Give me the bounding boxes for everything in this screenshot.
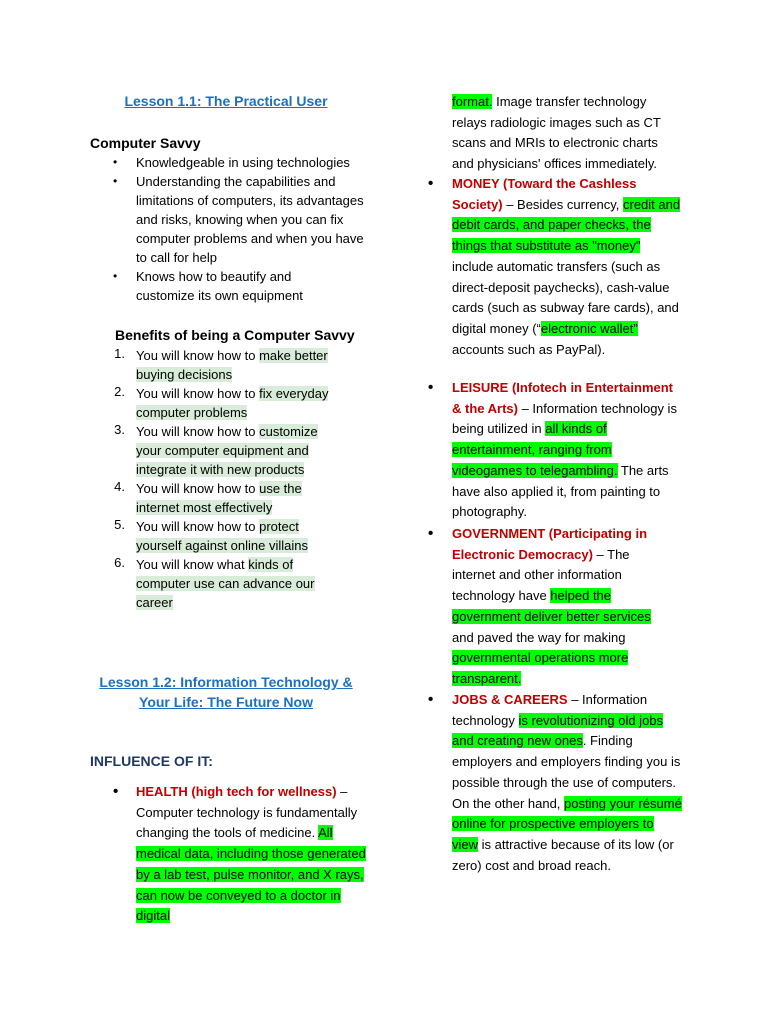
leisure-title: LEISURE (Infotech in Entertainment & the Arts) (452, 380, 674, 416)
benefit-item (136, 479, 336, 517)
money-text: include automatic transfers (such as direct-deposit paychecks), cash-value cards (such as subway fare cards), and digital money (“ (452, 258, 679, 336)
benefit-lead: You will know what (136, 557, 249, 572)
list-number: 1. (114, 346, 125, 361)
benefit-lead: You will know how to (136, 481, 260, 496)
money-highlight: credit and debit cards, and paper checks, the things that substitute as "money" (452, 196, 681, 254)
bullet-icon: • (113, 269, 118, 283)
jobs-text: . Finding employers and employers finding you is possible through the use of computers. On the other hand, (452, 733, 681, 811)
benefit-item (136, 346, 356, 384)
government-title: GOVERNMENT (Participating in Electronic Democracy) (452, 526, 648, 562)
benefits-heading: Benefits of being a Computer Savvy (115, 327, 355, 343)
health-item (136, 782, 368, 927)
health-title: HEALTH (high tech for wellness) (136, 784, 337, 799)
jobs-item (452, 690, 682, 876)
jobs-text: – Information technology (452, 692, 648, 728)
money-text: – Besides currency, (502, 196, 623, 212)
influence-heading: INFLUENCE OF IT: (90, 753, 213, 769)
government-item (452, 524, 670, 690)
list-number: 4. (114, 479, 125, 494)
benefit-highlight: fix everyday computer problems (136, 386, 329, 420)
government-text: and paved the way for making (452, 629, 626, 645)
leisure-highlight: all kinds of entertainment, ranging from videogames to telegambling. (452, 421, 618, 478)
jobs-title: JOBS & CAREERS (452, 692, 568, 707)
health-highlight-format: format. (452, 94, 493, 109)
health-dash: – (336, 784, 348, 799)
bullet-icon: • (113, 174, 118, 188)
benefit-lead: You will know how to (136, 519, 260, 534)
leisure-text: The arts have also applied it, from painting to photography. (452, 462, 669, 520)
money-highlight: electronic wallet” (540, 320, 638, 336)
bullet-icon: • (428, 525, 434, 542)
leisure-item (452, 378, 682, 523)
benefit-highlight: kinds of computer use can advance our career (136, 557, 315, 610)
savvy-item: Understanding the capabilities and limitations of computers, its advantages and risks, knowing when you can fix computer problems and when you have to call for help (136, 174, 364, 265)
lesson-1-1-title[interactable]: Lesson 1.1: The Practical User (124, 93, 328, 109)
money-text: accounts such as PayPal). (452, 341, 606, 357)
benefit-item (136, 422, 342, 479)
list-number: 3. (114, 422, 125, 437)
benefit-lead: You will know how to (136, 386, 260, 401)
health-continued (452, 92, 674, 175)
list-number: 6. (114, 555, 125, 570)
government-text: – The internet and other information technology have (452, 546, 630, 604)
jobs-highlight: posting your résumé online for prospective employers to view (452, 795, 682, 852)
savvy-item: Knows how to beautify and customize its own equipment (136, 269, 303, 303)
benefit-lead: You will know how to (136, 424, 260, 439)
leisure-text: – Information technology is being utilized in (452, 400, 677, 437)
bullet-icon: • (113, 155, 118, 169)
bullet-icon: • (428, 691, 434, 708)
benefit-lead: You will know how to (136, 348, 260, 363)
government-highlight: governmental operations more transparent. (452, 650, 629, 686)
government-highlight: helped the government deliver better services (452, 588, 651, 624)
benefit-highlight: customize your computer equipment and integrate it with new products (136, 424, 318, 477)
benefit-highlight: make better buying decisions (136, 348, 328, 382)
health-continued-text: Image transfer technology relays radiologic images such as CT scans and MRIs to electronic charts and physicians' offices immediately. (452, 94, 661, 172)
lesson-1-2-title[interactable]: Lesson 1.2: Information Technology & Your Life: The Future Now (99, 674, 353, 710)
savvy-item: Knowledgeable in using technologies (136, 155, 350, 170)
benefit-item (136, 384, 356, 422)
jobs-text: is attractive because of its low (or zero) cost and broad reach. (452, 836, 674, 873)
benefit-item (136, 555, 338, 612)
benefit-highlight: use the internet most effectively (136, 481, 302, 515)
health-highlight: All medical data, including those generated by a lab test, pulse monitor, and X rays, can now be conveyed to a doctor in digital (136, 825, 366, 924)
money-title: MONEY (Toward the Cashless Society) (452, 176, 637, 212)
jobs-highlight: is revolutionizing old jobs and creating new ones (452, 712, 664, 749)
benefit-item (136, 517, 336, 555)
computer-savvy-heading: Computer Savvy (90, 135, 201, 151)
money-item (452, 174, 682, 360)
bullet-icon: • (428, 175, 434, 192)
bullet-icon: • (428, 379, 434, 396)
list-number: 2. (114, 384, 125, 399)
list-number: 5. (114, 517, 125, 532)
benefit-highlight: protect yourself against online villains (136, 519, 308, 553)
health-text: Computer technology is fundamentally changing the tools of medicine. (136, 804, 358, 841)
bullet-icon: • (113, 783, 119, 800)
